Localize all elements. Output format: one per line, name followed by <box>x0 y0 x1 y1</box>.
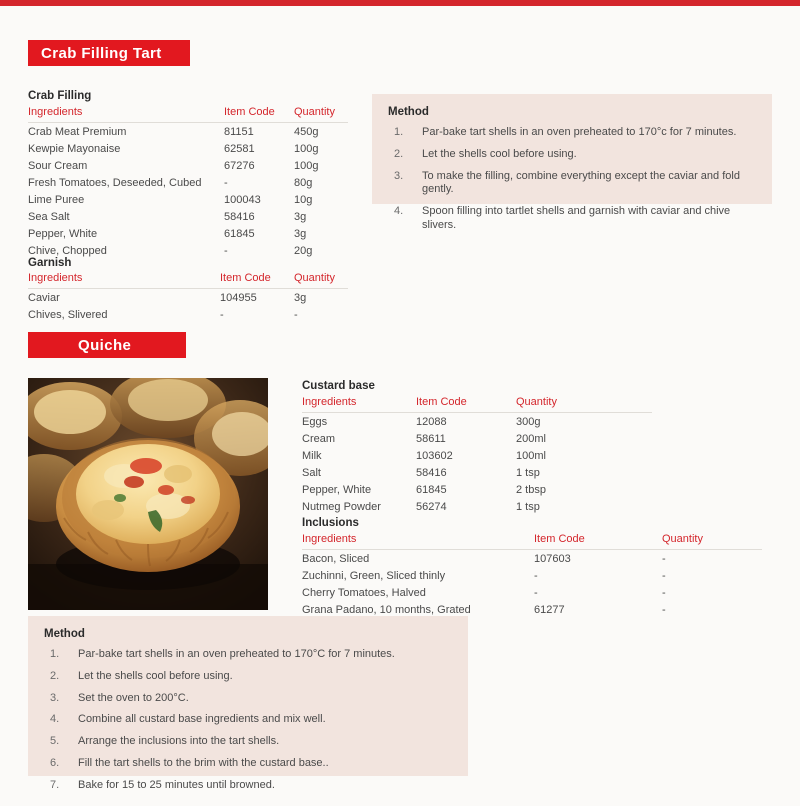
cell-quantity: 300g <box>516 415 541 428</box>
cell-item-code: 61845 <box>416 483 447 496</box>
cell-ingredient: Lime Puree <box>28 193 85 206</box>
cell-quantity: - <box>662 603 666 616</box>
cell-ingredient: Chives, Slivered <box>28 308 108 321</box>
method-step: Par-bake tart shells in an oven preheated to 170°C for 7 minutes. <box>78 648 395 660</box>
table-custard-base <box>302 396 652 515</box>
cell-quantity: 20g <box>294 244 313 257</box>
cell-quantity: - <box>662 552 666 565</box>
cell-item-code: 67276 <box>224 159 255 172</box>
cell-item-code: 56274 <box>416 500 447 513</box>
col-item-code: Item Code <box>416 396 516 413</box>
table-row <box>302 464 652 481</box>
page-body <box>0 6 800 806</box>
cell-item-code: - <box>224 176 228 189</box>
method-steps-list <box>44 648 452 792</box>
table-row <box>28 208 348 225</box>
subtitle-label: Crab Filling <box>28 90 92 102</box>
cell-quantity: 3g <box>294 291 307 304</box>
method-step: Let the shells cool before using. <box>422 147 577 160</box>
col-quantity: Quantity <box>516 396 652 413</box>
subtitle-garnish <box>28 257 71 269</box>
method-title: Method <box>44 628 85 640</box>
method-step: Par-bake tart shells in an oven preheated to 170°c for 7 minutes. <box>422 126 737 138</box>
cell-ingredient: Eggs <box>302 415 328 428</box>
table-header-row <box>28 272 348 289</box>
section-title-label: Quiche <box>78 336 132 354</box>
cell-ingredient: Kewpie Mayonaise <box>28 142 121 155</box>
table-row <box>302 498 652 515</box>
method-step: Set the oven to 200°C. <box>78 691 189 704</box>
table-inclusions <box>302 533 762 618</box>
cell-item-code: - <box>220 308 224 321</box>
subtitle-label: Custard base <box>302 380 375 392</box>
subtitle-inclusions <box>302 517 359 529</box>
table-row <box>28 174 348 191</box>
cell-item-code: 100043 <box>224 193 261 206</box>
table-row <box>28 242 348 259</box>
cell-ingredient: Pepper, White <box>28 227 98 240</box>
cell-item-code: 58416 <box>416 466 447 479</box>
table-row <box>28 191 348 208</box>
method-title: Method <box>388 106 429 118</box>
table-row <box>28 140 348 157</box>
cell-item-code: - <box>534 586 538 599</box>
cell-quantity: - <box>662 586 666 599</box>
subtitle-label: Inclusions <box>302 517 359 529</box>
table-row <box>302 447 652 464</box>
section-title-quiche <box>28 332 186 358</box>
table-garnish <box>28 272 348 323</box>
col-ingredients: Ingredients <box>302 396 416 413</box>
cell-item-code: 62581 <box>224 142 255 155</box>
method-step: Arrange the inclusions into the tart shells. <box>78 735 280 747</box>
table-row <box>28 225 348 242</box>
table-row <box>302 413 652 431</box>
cell-quantity: - <box>294 308 298 321</box>
cell-ingredient: Bacon, Sliced <box>302 552 370 565</box>
cell-ingredient: Nutmeg Powder <box>302 500 381 513</box>
method-step: Let the shells cool before using. <box>78 669 233 682</box>
method-step: Fill the tart shells to the brim with the custard base.. <box>78 756 329 769</box>
col-quantity: Quantity <box>294 272 348 289</box>
cell-item-code: 61277 <box>534 603 565 616</box>
method-step: To make the filling, combine everything except the caviar and fold gently. <box>422 169 740 196</box>
table-row <box>302 550 762 568</box>
cell-item-code: 58416 <box>224 210 255 223</box>
cell-item-code: 104955 <box>220 291 257 304</box>
table-row <box>302 481 652 498</box>
cell-item-code: 107603 <box>534 552 571 565</box>
cell-ingredient: Zuchinni, Green, Sliced thinly <box>302 569 446 582</box>
table-header-row <box>302 533 762 550</box>
method-panel-quiche <box>28 616 468 791</box>
table-crab-filling <box>28 106 348 259</box>
cell-item-code: - <box>224 244 228 257</box>
cell-ingredient: Pepper, White <box>302 483 372 496</box>
col-ingredients: Ingredients <box>302 533 534 550</box>
cell-item-code: - <box>534 569 538 582</box>
table-row <box>302 430 652 447</box>
cell-quantity: 100g <box>294 142 319 155</box>
table-row <box>302 567 762 584</box>
cell-ingredient: Sour Cream <box>28 159 88 172</box>
table-row <box>28 123 348 141</box>
table-row <box>28 157 348 174</box>
cell-quantity: - <box>662 569 666 582</box>
col-quantity: Quantity <box>294 106 348 123</box>
cell-item-code: 103602 <box>416 449 453 462</box>
cell-ingredient: Milk <box>302 449 322 462</box>
col-item-code: Item Code <box>224 106 294 123</box>
section-title-crab-filling-tart <box>28 40 190 66</box>
method-panel-crab-filling-tart <box>372 94 772 231</box>
method-step: Combine all custard base ingredients and mix well. <box>78 713 326 726</box>
col-ingredients: Ingredients <box>28 106 224 123</box>
cell-ingredient: Chive, Chopped <box>28 244 107 257</box>
col-item-code: Item Code <box>534 533 662 550</box>
cell-quantity: 100ml <box>516 449 546 462</box>
cell-ingredient: Grana Padano, 10 months, Grated <box>302 603 471 616</box>
method-step: Bake for 15 to 25 minutes until browned. <box>78 778 275 791</box>
cell-quantity: 2 tbsp <box>516 483 546 496</box>
cell-quantity: 80g <box>294 176 313 189</box>
cell-ingredient: Salt <box>302 466 321 479</box>
cell-item-code: 81151 <box>224 125 254 138</box>
cell-ingredient: Sea Salt <box>28 210 70 223</box>
subtitle-crab-filling <box>28 90 91 102</box>
table-row <box>28 289 348 307</box>
cell-quantity: 3g <box>294 210 307 223</box>
subtitle-label: Garnish <box>28 257 72 269</box>
table-header-row <box>302 396 652 413</box>
col-quantity: Quantity <box>662 533 762 550</box>
col-item-code: Item Code <box>220 272 294 289</box>
cell-quantity: 3g <box>294 227 307 240</box>
method-step: Spoon filling into tartlet shells and garnish with caviar and chive slivers. <box>422 205 731 231</box>
method-steps-list <box>388 126 756 233</box>
cell-quantity: 10g <box>294 193 313 206</box>
cell-item-code: 61845 <box>224 227 255 240</box>
cell-ingredient: Caviar <box>28 291 60 304</box>
col-ingredients: Ingredients <box>28 272 220 289</box>
section-title-label: Crab Filling Tart <box>41 44 162 62</box>
cell-quantity: 100g <box>294 159 319 172</box>
cell-quantity: 1 tsp <box>516 500 540 513</box>
table-header-row <box>28 106 348 123</box>
cell-quantity: 450g <box>294 125 319 138</box>
cell-ingredient: Cream <box>302 432 336 445</box>
cell-ingredient: Cherry Tomatoes, Halved <box>302 586 426 599</box>
cell-quantity: 200ml <box>516 432 546 445</box>
cell-quantity: 1 tsp <box>516 466 540 479</box>
subtitle-custard-base <box>302 380 375 392</box>
cell-ingredient: Fresh Tomatoes, Deseeded, Cubed <box>28 176 202 189</box>
cell-item-code: 12088 <box>416 415 447 428</box>
table-row <box>28 306 348 323</box>
cell-ingredient: Crab Meat Premium <box>28 125 127 138</box>
cell-item-code: 58611 <box>416 432 446 445</box>
table-row <box>302 584 762 601</box>
quiche-tart-photo <box>28 378 268 610</box>
